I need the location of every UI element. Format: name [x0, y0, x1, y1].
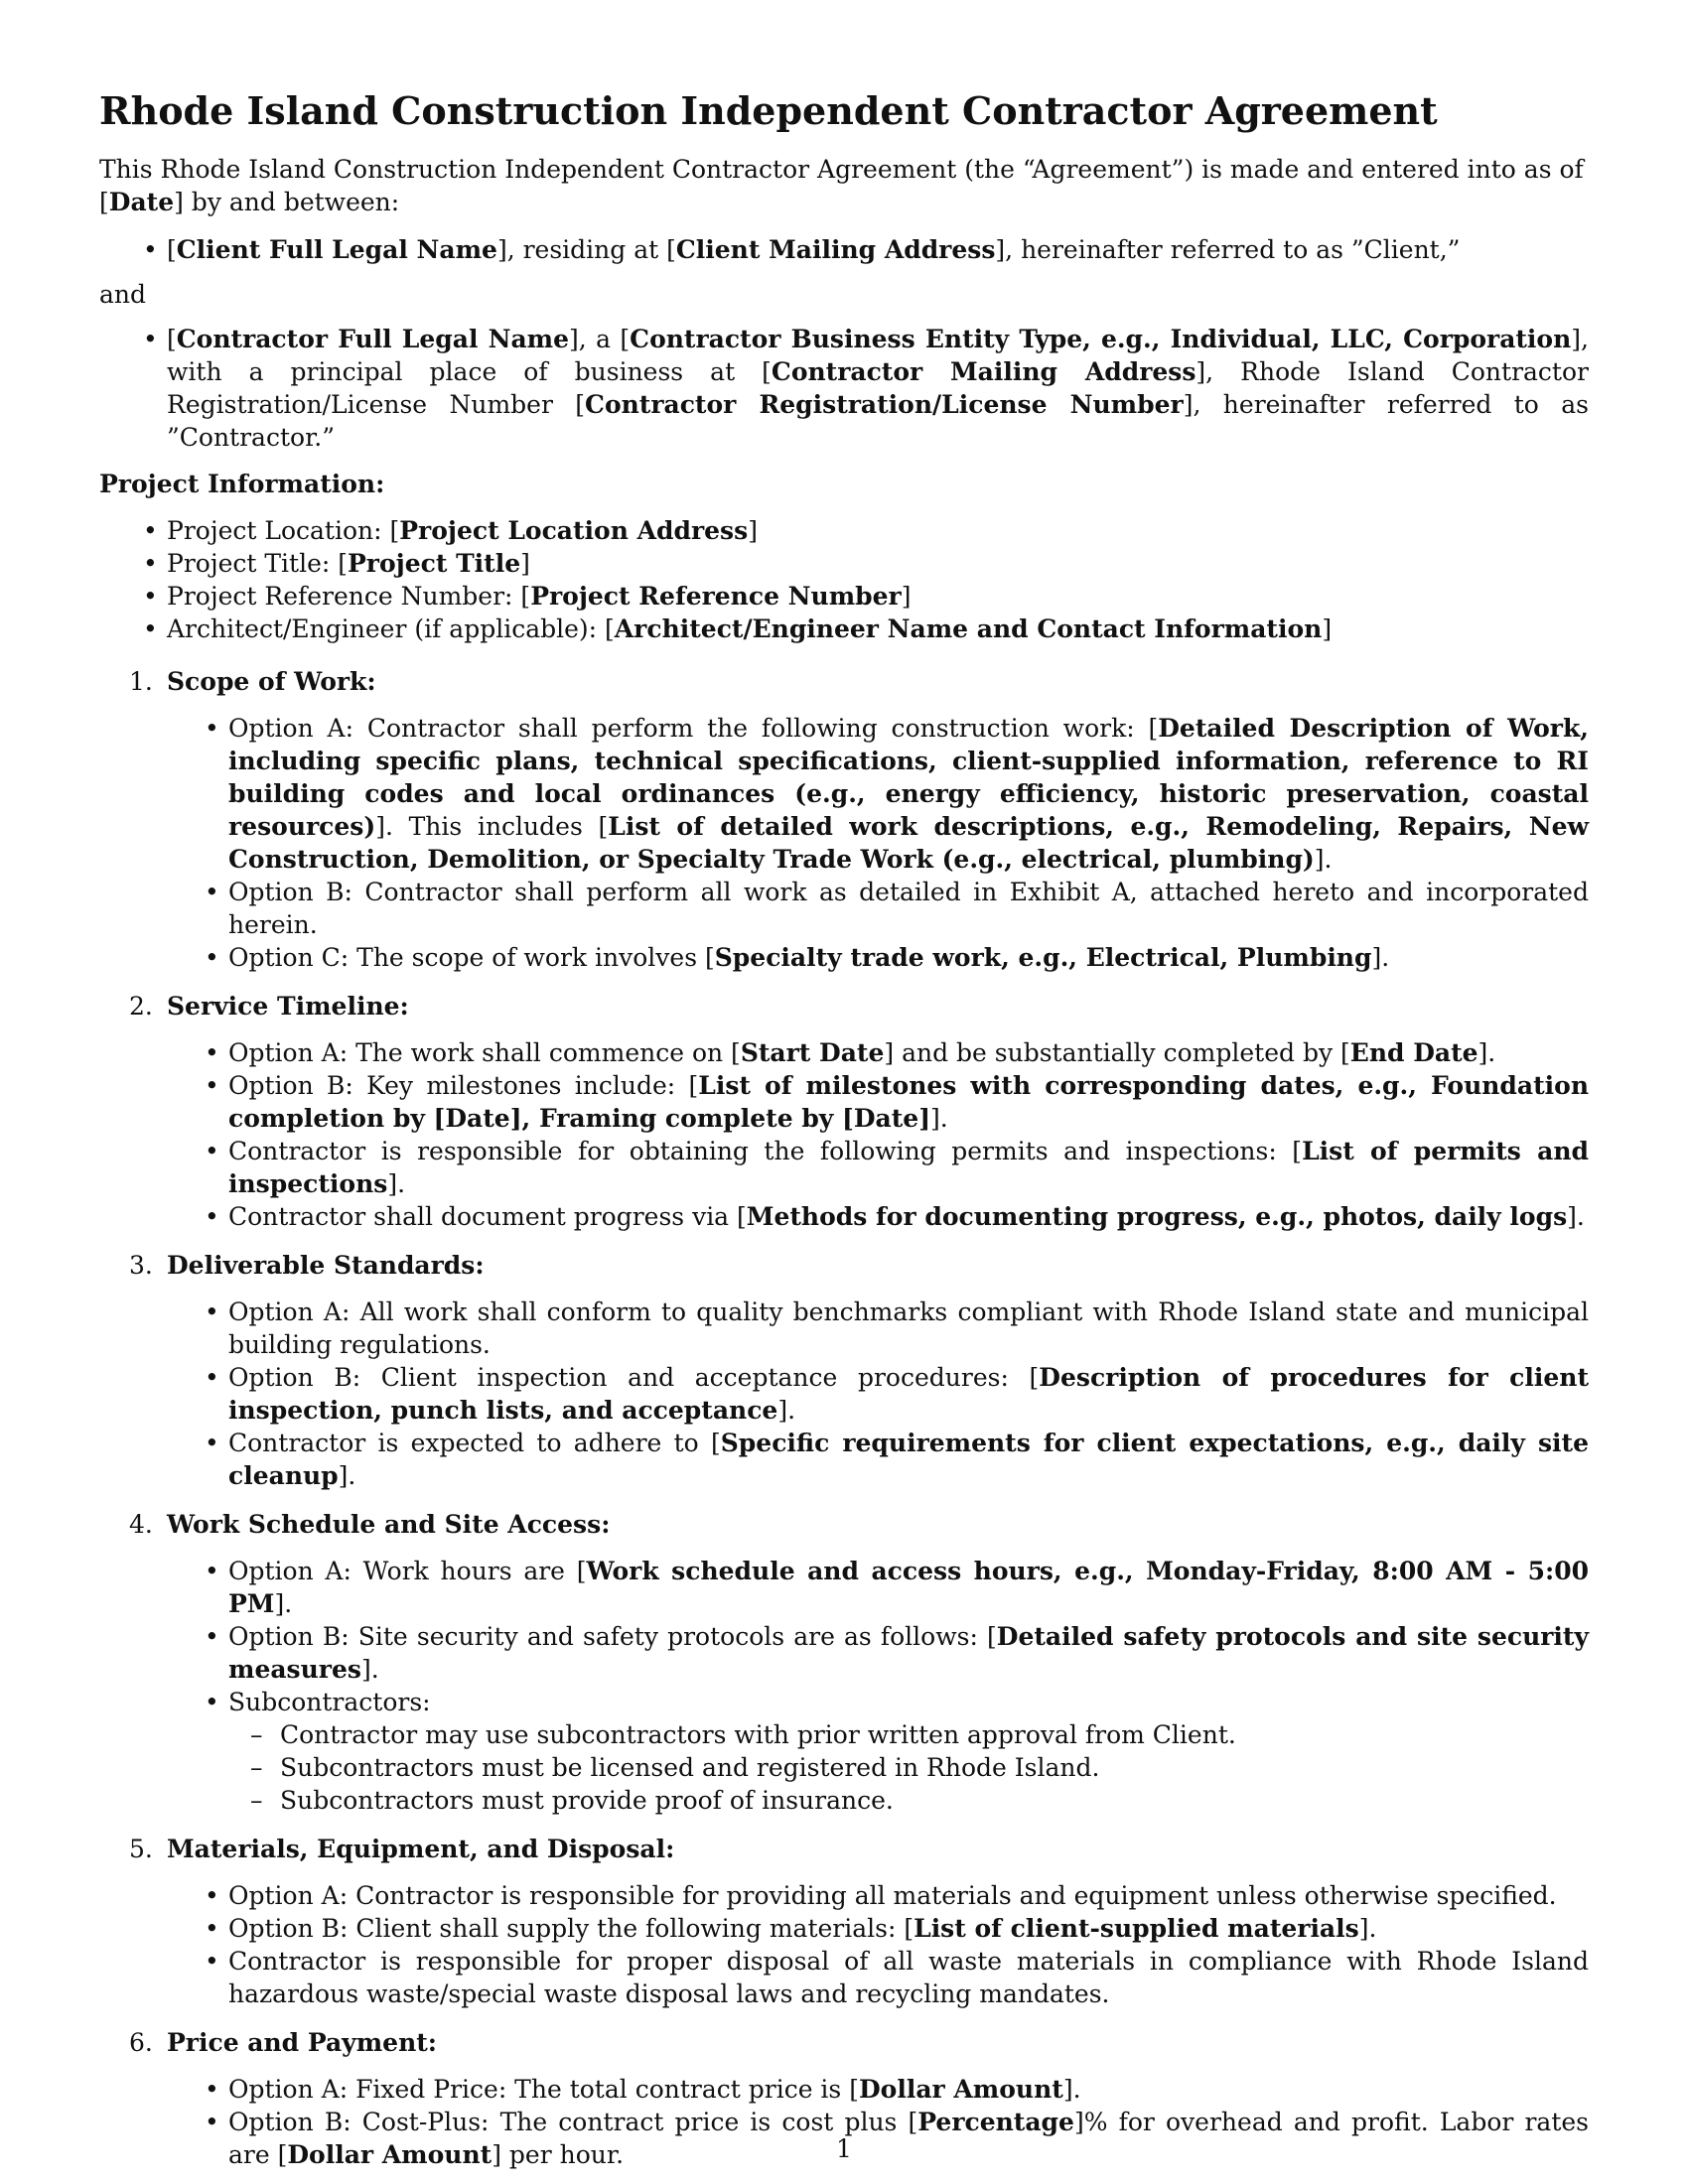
list-item: • Option B: Cost-Plus: The contract price is cost plus [Percentage]% for overhead and profit. Labor rates are [Dollar Amount] per hour. [228, 2106, 1589, 2171]
list-item: • Option B: Client shall supply the following materials: [List of client-supplied materials]. [228, 1912, 1589, 1945]
list-item: • Option A: Work hours are [Work schedule and access hours, e.g., Monday-Friday, 8:00 AM - 5:00 PM]. [228, 1555, 1589, 1620]
intro-paragraph: This Rhode Island Construction Independent Contractor Agreement (the “Agreement”) is made and entered into as of [Date] by and between: [99, 155, 1584, 216]
client-name-placeholder: Client Full Legal Name [176, 235, 497, 264]
architect-engineer-item: • Architect/Engineer (if applicable): [Architect/Engineer Name and Contact Information] [167, 613, 1589, 645]
list-item: • Option B: Key milestones include: [List of milestones with corresponding dates, e.g., Foundation completion by [Date], Framing complete by [Date]]. [228, 1069, 1589, 1135]
project-reference-item: • Project Reference Number: [Project Reference Number] [167, 580, 1589, 613]
list-item: • Option A: Fixed Price: The total contract price is [Dollar Amount]. [228, 2073, 1589, 2106]
subcontractor-list [228, 1718, 1589, 1817]
list-item: • Contractor is expected to adhere to [Specific requirements for client expectations, e.g., daily site cleanup]. [228, 1427, 1589, 1492]
contractor-entity-placeholder: Contractor Business Entity Type, e.g., Individual, LLC, Corporation [630, 325, 1572, 353]
party-contractor-list [99, 323, 1589, 454]
project-location-item: • Project Location: [Project Location Address] [167, 514, 1589, 547]
section-materials-equipment: 5. Materials, Equipment, and Disposal: • Option A: Contractor is responsible for providing all materials and equipment unless otherwise specified. • Option B: Client shall supply the following materials: [List of client-supplied materials]. • Contractor is responsible for proper disposal of all waste materials in compliance with Rhode Island hazardous waste/special waste disposal laws and recycling mandates. [99, 1833, 1589, 2010]
project-title-item: • Project Title: [Project Title] [167, 547, 1589, 580]
agreement-date-placeholder: Date [108, 188, 175, 216]
contractor-party: • [Contractor Full Legal Name], a [Contractor Business Entity Type, e.g., Individual, LLC, Corporation], with a principal place of business at [Contractor Mailing Address], Rhode Island Contractor Registration/License Number [Contractor Registration/License Number], hereinafter referred to as ”Contractor.” [167, 323, 1589, 454]
client-address-placeholder: Client Mailing Address [675, 235, 996, 264]
section-title: Materials, Equipment, and Disposal: [167, 1835, 675, 1863]
list-item: • Contractor is responsible for proper disposal of all waste materials in compliance with Rhode Island hazardous waste/special waste disposal laws and recycling mandates. [228, 1945, 1589, 2010]
contractor-name-placeholder: Contractor Full Legal Name [176, 325, 570, 353]
section-title: Service Timeline: [167, 992, 409, 1021]
section-service-timeline: 2. Service Timeline: • Option A: The work shall commence on [Start Date] and be substantially completed by [End Date]. • Option B: Key milestones include: [List of milestones with corresponding dates, e.g., Foundation completion by [Date], Framing complete by [Date]]. • Contractor is responsible for obtaining the following permits and inspections: [List of permits and inspections]. • Contractor shall document progress via [Methods for documenting progress, e.g., photos, daily logs]. [99, 990, 1589, 1233]
sub-list-item: – Contractor may use subcontractors with prior written approval from Client. [280, 1718, 1589, 1751]
list-item: • Option B: Contractor shall perform all work as detailed in Exhibit A, attached hereto and incorporated herein. [228, 876, 1589, 941]
list-item: • Option B: Client inspection and acceptance procedures: [Description of procedures for client inspection, punch lists, and acceptance]. [228, 1361, 1589, 1427]
contractor-license-placeholder: Contractor Registration/License Number [585, 390, 1184, 419]
section-title: Price and Payment: [167, 2028, 438, 2057]
sub-list-item: – Subcontractors must provide proof of insurance. [280, 1784, 1589, 1817]
list-item: • Option B: Site security and safety protocols are as follows: [Detailed safety protocols and site security measures]. [228, 1620, 1589, 1686]
document-title: Rhode Island Construction Independent Contractor Agreement [99, 88, 1438, 133]
project-information-heading: Project Information: [99, 470, 385, 498]
section-title: Work Schedule and Site Access: [167, 1510, 611, 1539]
sub-list-item: – Subcontractors must be licensed and registered in Rhode Island. [280, 1751, 1589, 1784]
section-deliverable-standards: 3. Deliverable Standards: • Option A: All work shall conform to quality benchmarks compliant with Rhode Island state and municipal building regulations. • Option B: Client inspection and acceptance procedures: [Description of procedures for client inspection, punch lists, and acceptance]. • Contractor is expected to adhere to [Specific requirements for client expectations, e.g., daily site cleanup]. [99, 1249, 1589, 1492]
section-title: Scope of Work: [167, 667, 376, 696]
list-item: • Subcontractors: – Contractor may use subcontractors with prior written approval from Client. – Subcontractors must be licensed and registered in Rhode Island. – Subcontractors must provide proof of insurance. [228, 1686, 1589, 1817]
page-number: 1 [836, 2134, 852, 2163]
contractor-address-placeholder: Contractor Mailing Address [771, 357, 1196, 386]
agreement-sections [99, 665, 1589, 2171]
and-connector: and [99, 280, 147, 309]
agreement-body [99, 87, 1589, 2171]
section-work-schedule: 4. Work Schedule and Site Access: • Option A: Work hours are [Work schedule and access hours, e.g., Monday-Friday, 8:00 AM - 5:00 PM]. • Option B: Site security and safety protocols are as follows: [Detailed safety protocols and site security measures]. • Subcontractors: – Contractor may use subcontractors with prior written approval from Client. – Subcontractors must be licensed and registered in Rhode Island. – Subcontractors must provide proof of insurance. [99, 1508, 1589, 1817]
list-item: • Option C: The scope of work involves [Specialty trade work, e.g., Electrical, Plumbing]. [228, 941, 1589, 974]
section-scope-of-work: 1. Scope of Work: • Option A: Contractor shall perform the following construction work: [Detailed Description of Work, including specific plans, technical specifications, client-supplied information, reference to RI building codes and local ordinances (e.g., energy efficiency, historic preservation, coastal resources)]. This includes [List of detailed work descriptions, e.g., Remodeling, Repairs, New Construction, Demolition, or Specialty Trade Work (e.g., electrical, plumbing)]. • Option B: Contractor shall perform all work as detailed in Exhibit A, attached hereto and incorporated herein. • Option C: The scope of work involves [Specialty trade work, e.g., Electrical, Plumbing]. [99, 665, 1589, 974]
party-client-list [99, 233, 1589, 266]
list-item: • Option A: Contractor shall perform the following construction work: [Detailed Description of Work, including specific plans, technical specifications, client-supplied information, reference to RI building codes and local ordinances (e.g., energy efficiency, historic preservation, coastal resources)]. This includes [List of detailed work descriptions, e.g., Remodeling, Repairs, New Construction, Demolition, or Specialty Trade Work (e.g., electrical, plumbing)]. [228, 712, 1589, 876]
list-item: • Contractor shall document progress via [Methods for documenting progress, e.g., photos, daily logs]. [228, 1200, 1589, 1233]
list-item: • Contractor is responsible for obtaining the following permits and inspections: [List of permits and inspections]. [228, 1135, 1589, 1200]
section-title: Deliverable Standards: [167, 1251, 485, 1280]
list-item: • Option A: The work shall commence on [Start Date] and be substantially completed by [End Date]. [228, 1036, 1589, 1069]
list-item: • Option A: Contractor is responsible for providing all materials and equipment unless otherwise specified. [228, 1879, 1589, 1912]
client-party: • [Client Full Legal Name], residing at [Client Mailing Address], hereinafter referred to as ”Client,” [167, 233, 1589, 266]
section-price-payment: 6. Price and Payment: • Option A: Fixed Price: The total contract price is [Dollar Amount]. • Option B: Cost-Plus: The contract price is cost plus [Percentage]% for overhead and profit. Labor rates are [Dollar Amount] per hour. [99, 2026, 1589, 2171]
project-information-list [99, 514, 1589, 645]
list-item: • Option A: All work shall conform to quality benchmarks compliant with Rhode Island state and municipal building regulations. [228, 1296, 1589, 1361]
